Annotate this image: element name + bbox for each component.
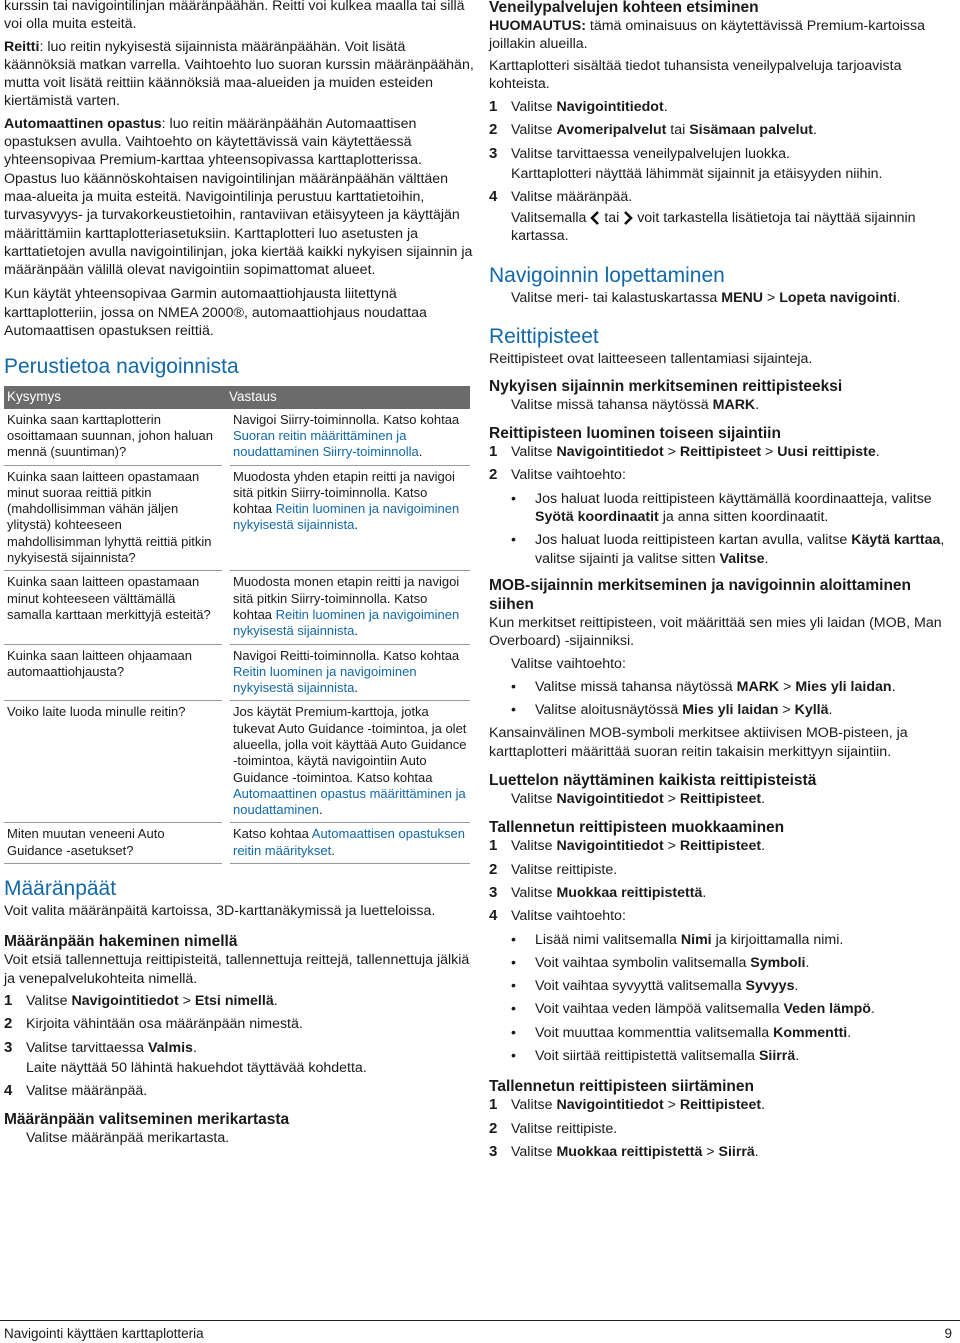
answer-link[interactable]: Suoran reitin määrittäminen ja noudattaminen Siirry-toiminnolla xyxy=(233,427,419,460)
move-waypoint-heading: Tallennetun reittipisteen siirtäminen xyxy=(489,1078,754,1096)
mob-heading: MOB-sijainnin merkitseminen ja navigoinnin aloittaminen siihen xyxy=(489,576,912,613)
answer-cell: Jos käytät Premium-karttoja, jotka tukevat Auto Guidance -toimintoa, ja olet alueella, jolla voit käyttää Auto Guidance -toimintoa, käytä navigointiin Auto Guidance -toimintoa. Katso kohtaa Automaattinen opastus määrittäminen ja noudattaminen. xyxy=(226,701,470,823)
chevron-left-icon xyxy=(590,211,600,225)
column-answer: Vastaus xyxy=(226,386,470,408)
answer-link[interactable]: Reitin luominen ja navigoiminen nykyisestä sijainnista xyxy=(233,606,460,639)
answer-cell: Katso kohtaa Automaattisen opastuksen reitin määritykset. xyxy=(226,823,470,864)
edit-waypoint-heading: Tallennetun reittipisteen muokkaaminen xyxy=(489,819,785,837)
search-step-3: 3 Valitse tarvittaessa Valmis. xyxy=(4,1038,197,1056)
search-step-4: 4 Valitse määränpää. xyxy=(4,1082,148,1100)
mob-option-home: • Valitse aloitusnäytössä Mies yli laidan > Kyllä. xyxy=(511,702,833,719)
question-cell: Kuinka saan karttaplotterin osoittamaan suunnan, johon haluan mennä (suuntiman)? xyxy=(4,409,226,465)
edit-option: • Voit vaihtaa symbolin valitsemalla Symboli. xyxy=(511,954,810,971)
table-header-row xyxy=(4,386,470,408)
create-option-map: • Jos haluat luoda reittipisteen kartan avulla, valitse Käytä karttaa, valitse sijainti ja valitse sitten Valitse. xyxy=(511,532,945,567)
create-step-2: 2 Valitse vaihtoehto: xyxy=(489,466,626,484)
answer-cell: Muodosta monen etapin reitti ja navigoi sitä pitkin Siirry-toiminnolla. Katso kohtaa Reitin luominen ja navigoiminen nykyisestä sijainnista. xyxy=(226,571,470,644)
services-note: HUOMAUTUS: tämä ominaisuus on käytettävissä Premium-kartoissa joillakin alueilla. xyxy=(489,18,925,53)
search-step-2: 2 Kirjoita vähintään osa määränpään nimestä. xyxy=(4,1015,303,1033)
intro-paragraph-autopilot: Kun käytät yhteensopivaa Garmin automaattiohjausta liitettynä karttaplotteriin, jossa on NMEA 2000®, automaattiohjaus noudattaa Automaattisen opastuksen reittiä. xyxy=(4,286,427,340)
mob-choose: Valitse vaihtoehto: xyxy=(511,655,626,672)
edit-option: • Voit siirtää reittipistettä valitsemalla Siirrä. xyxy=(511,1047,800,1064)
edit-step-3: 3 Valitse Muokkaa reittipistettä. xyxy=(489,883,707,901)
edit-option: • Voit muuttaa kommenttia valitsemalla Kommentti. xyxy=(511,1024,852,1041)
stop-navigation-heading: Navigoinnin lopettaminen xyxy=(489,264,725,288)
question-cell: Voiko laite luoda minulle reitin? xyxy=(4,701,226,823)
mark-location-heading: Nykyisen sijainnin merkitseminen reittipisteeksi xyxy=(489,377,843,395)
mob-option-mark: • Valitse missä tahansa näytössä MARK > Mies yli laidan. xyxy=(511,678,896,695)
left-column xyxy=(4,0,474,1148)
destinations-heading: Määränpäät xyxy=(4,877,117,901)
table-row xyxy=(4,465,470,571)
answer-link[interactable]: Automaattinen opastus määrittäminen ja noudattaminen xyxy=(233,785,466,818)
services-step-2: 2 Valitse Avomeripalvelut tai Sisämaan palvelut. xyxy=(489,121,817,139)
intro-paragraph-auto-guidance: Automaattinen opastus: luo reitin määränpäähän Automaattisen opastuksen avulla. Vaihtoehto on käytettävissä vain käytettäessä yhteensopivaa Premium-karttaa yhteensopivassa karttaplotterissa. Opastus luo käännöskohtaisen navigointilinjan määränpäähän välttäen maa-alueita ja muita esteitä. Navigointilinja perustuu karttatietoihin, turvasyvyys- ja turvakorkeustietoihin, rantaviivan etäisyyteen ja käyttäjän määrittämiin karttaplotteriasetuksiin. Karttaplotteri luo asetusten ja karttatietojen avulla navigointilinjan, joka kiertää kaikki nykyisen sijainnin ja määränpään välillä olevat navigointiin sopimattomat alueet. xyxy=(4,115,473,279)
services-step-4-note: Valitsemalla tai voit tarkastella lisätietoja tai näyttää sijainnin kartassa. xyxy=(511,209,916,244)
intro-paragraph-route: Reitti: luo reitin nykyisestä sijainnista määränpäähän. Voit lisätä käännöksiä matkan varrella. Vaihtoehto luo suoran kurssin määränpäähän, mutta voit lisätä reittiin käännöksiä maa-alueiden ja muiden esteiden kiertämistä varten. xyxy=(4,38,474,110)
move-step-1: 1 Valitse Navigointitiedot > Reittipisteet. xyxy=(489,1096,766,1114)
footer-title: Navigointi käyttäen karttaplotteria xyxy=(4,1326,204,1341)
table-row xyxy=(4,823,470,864)
move-step-2: 2 Valitse reittipiste. xyxy=(489,1119,618,1137)
right-column xyxy=(489,0,951,1166)
search-by-name-text: Voit etsiä tallennettuja reittipisteitä, tallennettuja reittejä, tallennettuja jälkiä ja venepalvelukohteita nimellä. xyxy=(4,952,470,987)
stop-navigation-text: Valitse meri- tai kalastuskartassa MENU > Lopeta navigointi. xyxy=(511,290,901,307)
mob-text: Kun merkitset reittipisteen, voit määrittää sen mies yli laidan (MOB, Man Overboard) -sijainniksi. xyxy=(489,614,942,650)
chevron-right-icon xyxy=(623,211,633,225)
search-by-name-heading: Määränpään hakeminen nimellä xyxy=(4,933,238,951)
services-heading: Veneilypalvelujen kohteen etsiminen xyxy=(489,0,759,16)
answer-cell: Navigoi Siirry-toiminnolla. Katso kohtaa Suoran reitin määrittäminen ja noudattaminen Siirry-toiminnolla. xyxy=(226,409,470,465)
move-step-3: 3 Valitse Muokkaa reittipistettä > Siirrä. xyxy=(489,1142,759,1160)
list-waypoints-heading: Luettelon näyttäminen kaikista reittipisteistä xyxy=(489,772,817,790)
search-step-3-note: Laite näyttää 50 lähintä hakuehdot täyttävää kohdetta. xyxy=(26,1059,367,1076)
edit-step-1: 1 Valitse Navigointitiedot > Reittipisteet. xyxy=(489,837,766,855)
select-on-chart-text: Valitse määränpää merikartasta. xyxy=(26,1130,230,1147)
answer-link[interactable]: Reitin luominen ja navigoiminen nykyisestä sijainnista xyxy=(233,501,460,533)
services-step-4: 4 Valitse määränpää. xyxy=(489,188,633,206)
intro-paragraph-1: kurssin tai navigointilinjan määränpäähän. Reitti voi kulkea maalla tai sillä voi olla muita esteitä. xyxy=(4,0,465,33)
answer-cell: Muodosta yhden etapin reitti ja navigoi sitä pitkin Siirry-toiminnolla. Katso kohtaa Reitin luominen ja navigoiminen nykyisestä sijainnista. xyxy=(226,465,470,571)
services-step-1: 1 Valitse Navigointitiedot. xyxy=(489,98,668,116)
list-waypoints-text: Valitse Navigointitiedot > Reittipisteet. xyxy=(511,791,766,808)
page-number: 9 xyxy=(944,1326,952,1341)
services-step-3: 3 Valitse tarvittaessa veneilypalvelujen luokka. xyxy=(489,144,790,162)
waypoints-heading: Reittipisteet xyxy=(489,324,599,348)
services-text: Karttaplotteri sisältää tiedot tuhansista veneilypalveluja tarjoavista kohteista. xyxy=(489,57,902,92)
column-question: Kysymys xyxy=(4,386,226,408)
basics-table xyxy=(4,386,470,864)
answer-link[interactable]: Reitin luominen ja navigoiminen nykyisestä sijainnista xyxy=(233,663,417,696)
question-cell: Kuinka saan laitteen ohjaamaan automaattiohjausta? xyxy=(4,644,226,701)
waypoints-text: Reittipisteet ovat laitteeseen tallentamiasi sijainteja. xyxy=(489,350,813,367)
table-row xyxy=(4,409,470,465)
create-waypoint-heading: Reittipisteen luominen toiseen sijaintiin xyxy=(489,425,781,443)
question-cell: Kuinka saan laitteen opastamaan minut suoraa reittiä pitkin (mahdollisimman vähän jäljen ylitystä) kohteeseen mahdollisimman lyhyttä reittiä pitkin nykyisestä sijainnista? xyxy=(4,465,226,571)
table-row xyxy=(4,701,470,823)
create-step-1: 1 Valitse Navigointitiedot > Reittipisteet > Uusi reittipiste. xyxy=(489,443,880,461)
destinations-text: Voit valita määränpäitä kartoissa, 3D-karttanäkymissä ja luetteloissa. xyxy=(4,903,436,920)
edit-step-2: 2 Valitse reittipiste. xyxy=(489,860,618,878)
edit-option: • Lisää nimi valitsemalla Nimi ja kirjoittamalla nimi. xyxy=(511,931,844,948)
table-row xyxy=(4,571,470,644)
create-option-coordinates: • Jos haluat luoda reittipisteen käyttämällä koordinaatteja, valitse Syötä koordinaatit ja anna sitten koordinaatit. xyxy=(511,490,932,526)
search-step-1: 1 Valitse Navigointitiedot > Etsi nimellä. xyxy=(4,991,278,1009)
edit-option: • Voit vaihtaa syvyyttä valitsemalla Syvyys. xyxy=(511,978,799,995)
edit-option: • Voit vaihtaa veden lämpöä valitsemalla Veden lämpö. xyxy=(511,1001,875,1018)
basics-heading: Perustietoa navigoinnista xyxy=(4,355,239,379)
answer-link[interactable]: Automaattisen opastuksen reitin määritykset xyxy=(233,826,465,858)
answer-cell: Navigoi Reitti-toiminnolla. Katso kohtaa Reitin luominen ja navigoiminen nykyisestä sijainnista. xyxy=(226,644,470,701)
mark-location-text: Valitse missä tahansa näytössä MARK. xyxy=(511,396,760,413)
services-step-3-note: Karttaplotteri näyttää lähimmät sijainnit ja etäisyyden niihin. xyxy=(511,166,883,183)
mob-text-2: Kansainvälinen MOB-symboli merkitsee aktiivisen MOB-pisteen, ja karttaplotteri määrittää suoran reitin takaisin merkittyyn sijaintiin. xyxy=(489,725,908,760)
question-cell: Miten muutan veneeni Auto Guidance -asetukset? xyxy=(4,823,226,864)
edit-step-4: 4 Valitse vaihtoehto: xyxy=(489,907,626,925)
question-cell: Kuinka saan laitteen opastamaan minut kohteeseen välttämällä samalla karttaan merkittyjä esteitä? xyxy=(4,571,226,644)
page-footer xyxy=(0,1320,960,1341)
table-row xyxy=(4,644,470,701)
select-on-chart-heading: Määränpään valitseminen merikartasta xyxy=(4,1111,290,1129)
